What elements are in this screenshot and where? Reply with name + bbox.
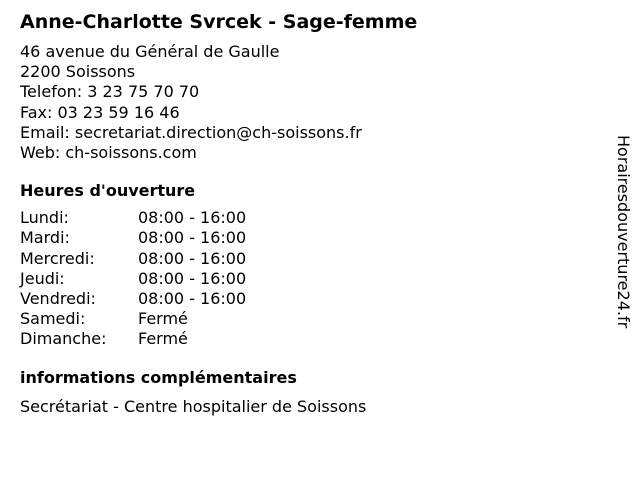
day-label: Vendredi:	[20, 289, 96, 309]
day-hours: 08:00 - 16:00	[138, 248, 247, 268]
email-text: Email: secretariat.direction@ch-soissons.fr	[20, 122, 362, 142]
day-hours: Fermé	[138, 329, 188, 349]
day-hours: Fermé	[138, 309, 188, 329]
day-label: Jeudi:	[20, 268, 65, 288]
opening-hours-table	[20, 208, 246, 349]
day-label: Lundi:	[20, 208, 69, 228]
hours-row	[20, 249, 246, 269]
day-label: Samedi:	[20, 309, 86, 329]
contact-block	[20, 42, 600, 163]
day-hours: 08:00 - 16:00	[138, 208, 247, 228]
day-label: Mercredi:	[20, 248, 95, 268]
address-line-1: 46 avenue du Général de Gaulle	[20, 42, 280, 61]
hours-row	[20, 208, 246, 228]
day-label: Mardi:	[20, 228, 70, 248]
hours-row	[20, 228, 246, 248]
page-title: Anne-Charlotte Svrcek - Sage-femme	[20, 11, 418, 33]
day-hours: 08:00 - 16:00	[138, 289, 247, 309]
site-watermark: Horairesdouverture24.fr	[614, 135, 633, 329]
phone-text: Telefon: 3 23 75 70 70	[20, 82, 200, 102]
hours-row	[20, 289, 246, 309]
day-label: Dimanche:	[20, 329, 107, 349]
hours-row	[20, 309, 246, 329]
hours-row	[20, 269, 246, 289]
web-text: Web: ch-soissons.com	[20, 143, 197, 163]
hours-row	[20, 329, 246, 349]
additional-info-text: Secrétariat - Centre hospitalier de Soissons	[20, 396, 367, 416]
opening-hours-heading: Heures d'ouverture	[20, 181, 196, 201]
day-hours: 08:00 - 16:00	[138, 268, 247, 288]
day-hours: 08:00 - 16:00	[138, 228, 247, 248]
fax-text: Fax: 03 23 59 16 46	[20, 102, 180, 122]
additional-info-heading: informations complémentaires	[20, 367, 297, 387]
address-line-2: 2200 Soissons	[20, 62, 136, 82]
business-card	[20, 9, 600, 417]
